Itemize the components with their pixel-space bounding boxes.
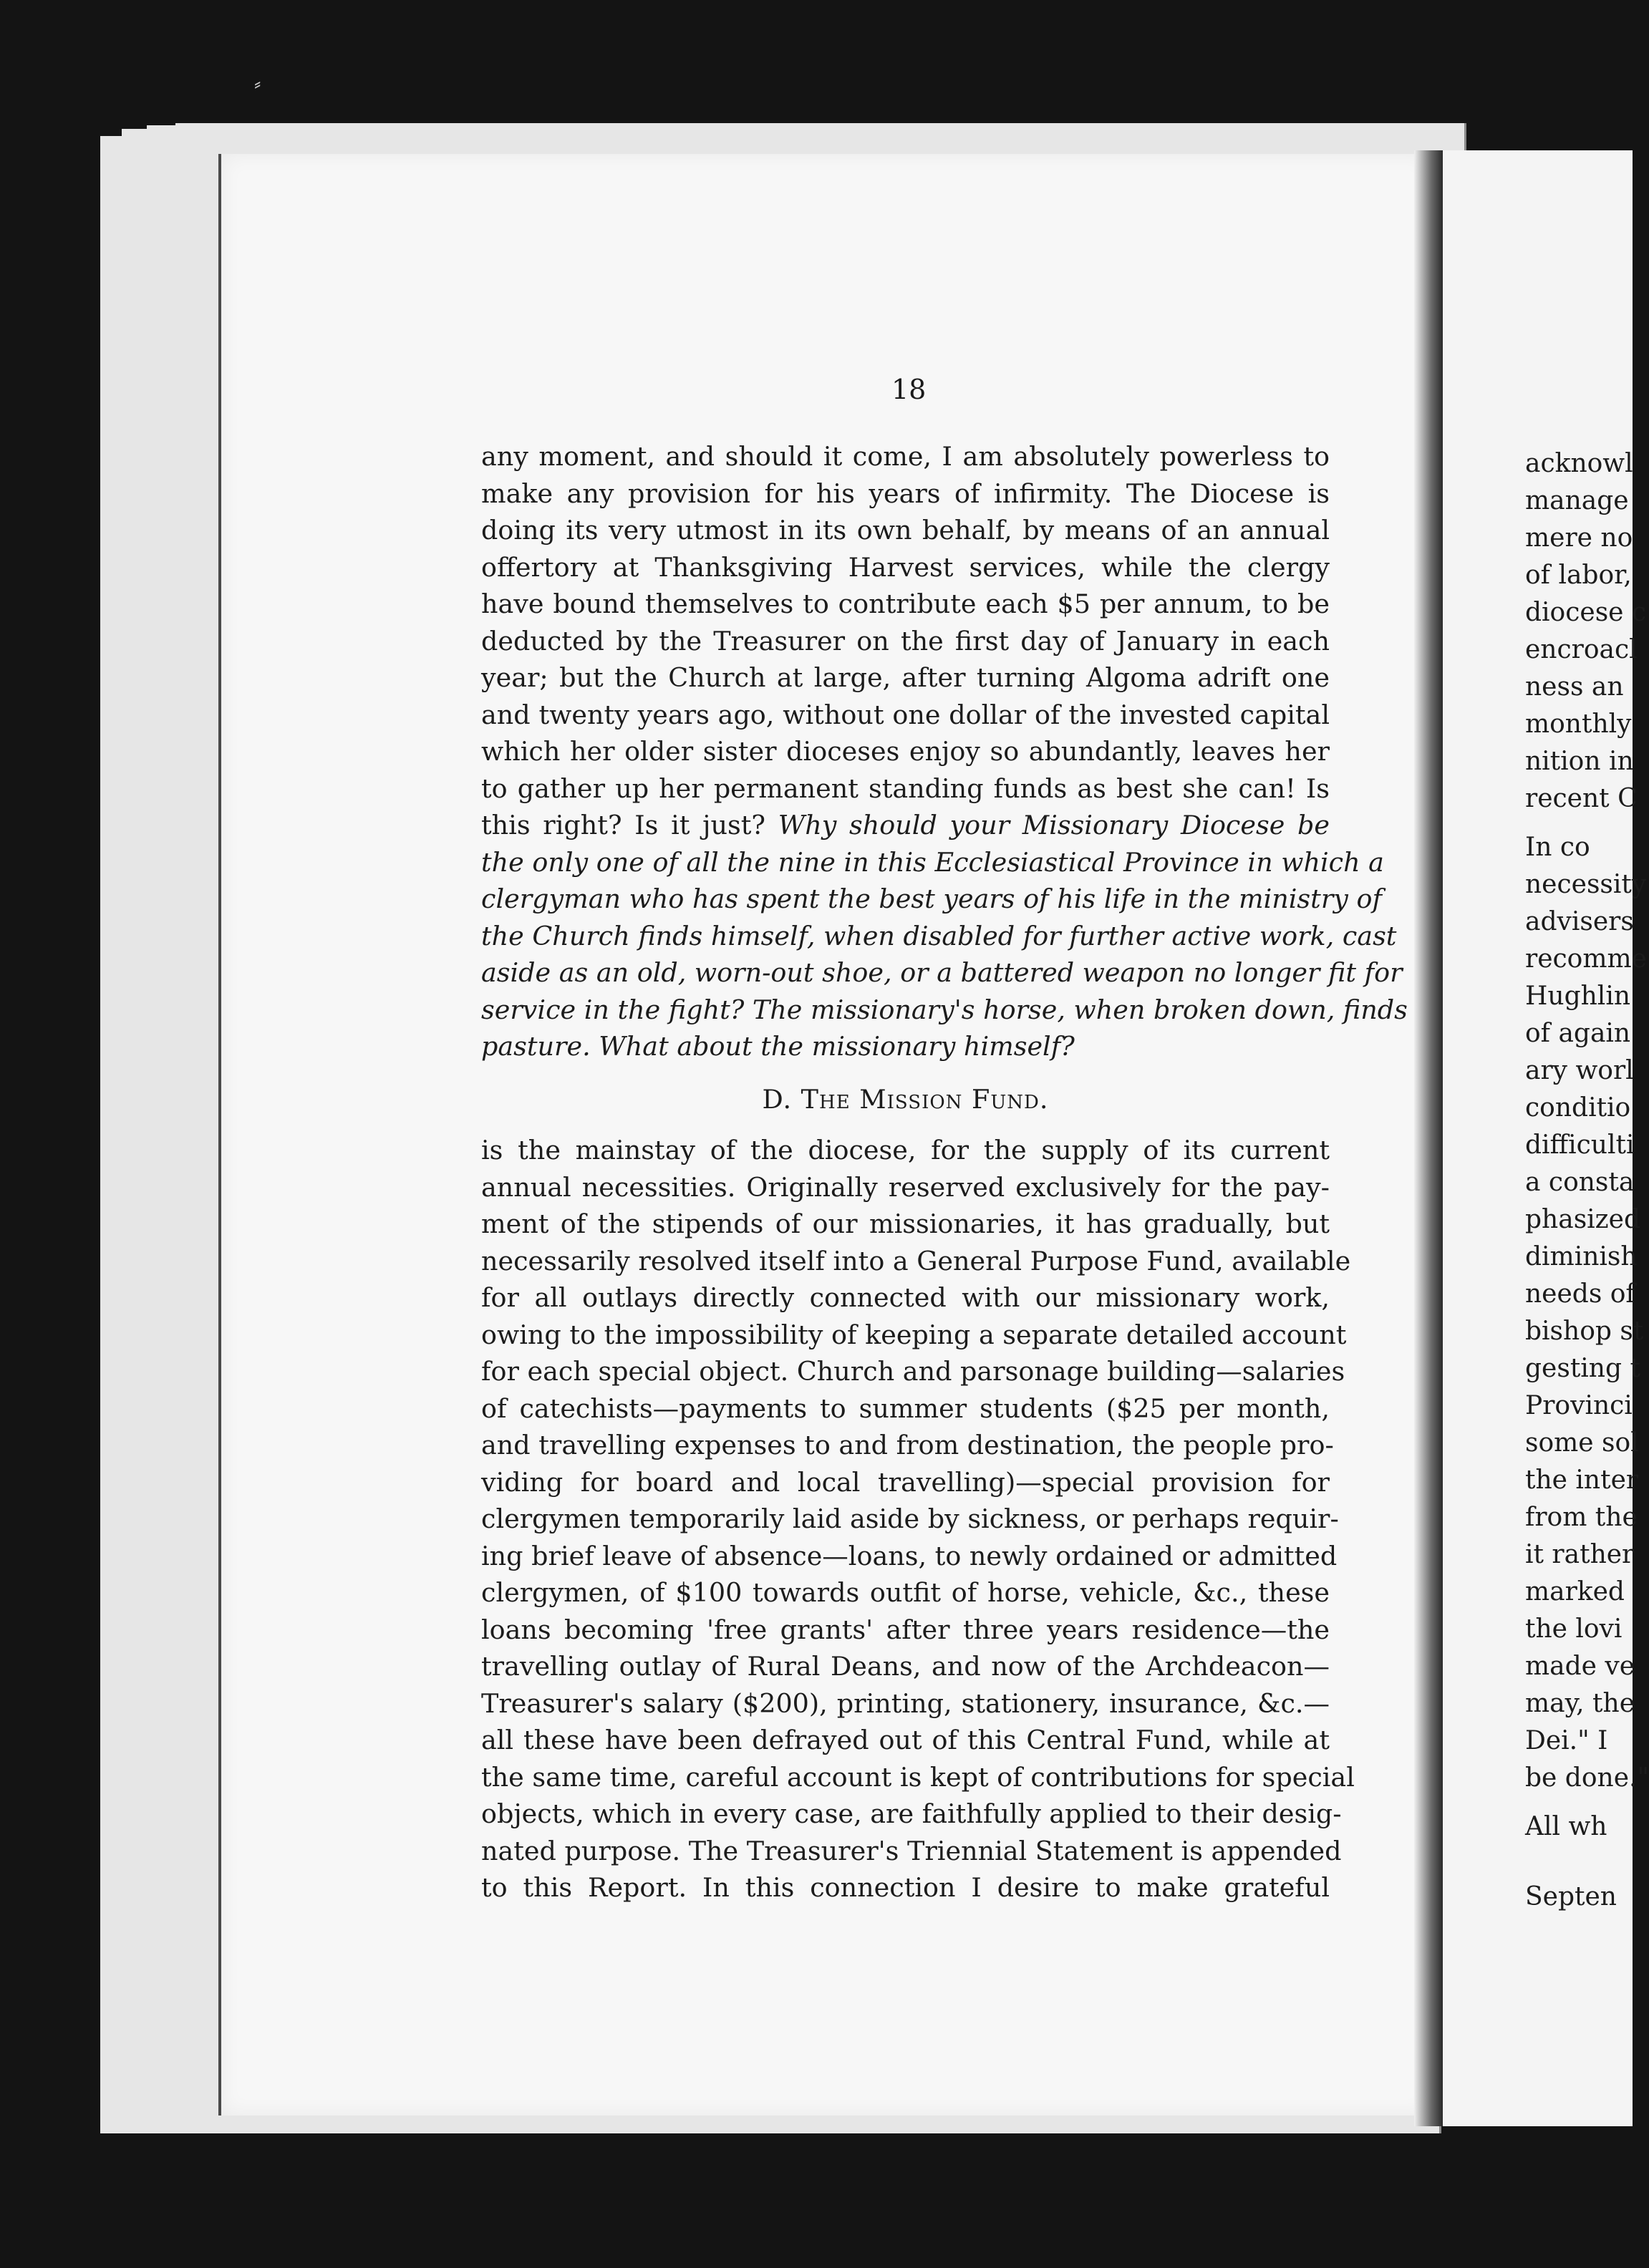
text-line: clergymen temporarily laid aside by sickness, or perhaps requir- [481,1503,1339,1534]
paragraph-infirmity [481,438,1330,807]
text-line: and travelling expenses to and from destination, the people pro- [481,1430,1334,1460]
text-line: year; but the Church at large, after turning Algoma adrift one [481,662,1330,693]
text-line [481,807,1330,844]
text-line: nated purpose. The Treasurer's Triennial Statement is appended [481,1835,1342,1866]
text-line: aside as an old, worn-out shoe, or a battered weapon no longer fit for [481,957,1403,988]
text-line: the Church finds himself, when disabled for further active work, cast [481,920,1397,951]
text-line: deducted by the Treasurer on the first day of January in each [481,625,1330,656]
text-run: this right? Is it just? [481,810,765,840]
facing-page-line: be done." [1525,1763,1649,1793]
facing-page-line: recomme [1525,944,1647,974]
text-line: ment of the stipends of our missionaries, it has gradually, but [481,1208,1330,1239]
facing-page-line: monthly [1525,709,1632,739]
text-line: ing brief leave of absence—loans, to newly ordained or admitted [481,1540,1338,1571]
facing-page-line: marked [1525,1577,1625,1606]
facing-page-line: recent C [1525,784,1638,813]
text-line: and twenty years ago, without one dollar of the invested capital [481,699,1330,730]
facing-page-line: acknowl [1525,449,1633,478]
text-line: any moment, and should it come, I am absolutely powerless to [481,441,1330,472]
facing-page-line: diocese c [1525,598,1647,627]
text-line: the only one of all the nine in this Ecclesiastical Province in which a [481,846,1384,878]
text-line: viding for board and local travelling)—special provision for [481,1466,1330,1498]
text-line: the same time, careful account is kept of contributions for special [481,1761,1355,1793]
facing-page-line: needs of [1525,1279,1635,1309]
facing-page-line: gesting t [1525,1354,1640,1383]
text-line: all these have been defrayed out of this Central Fund, while at [481,1725,1330,1755]
text-line: Treasurer's salary ($200), printing, stationery, insurance, &c.— [481,1687,1330,1719]
text-line: offertory at Thanksgiving Harvest services, while the clergy [481,551,1330,583]
facing-page-line: made ve [1525,1652,1635,1681]
body-text [481,438,1408,1906]
facing-page-line: bishop st [1525,1317,1644,1346]
facing-page-line: Provinci [1525,1391,1633,1420]
text-line: objects, which in every case, are faithfully applied to their desig- [481,1798,1342,1829]
facing-page-line: the lovi [1525,1614,1623,1644]
margin-mark: ⸗ [254,72,261,95]
text-line: pasture. What about the missionary himself? [481,1031,1075,1062]
facing-page-line: conditio [1525,1093,1631,1123]
facing-page-line: may, the [1525,1689,1635,1718]
facing-page-line: diminish [1525,1242,1638,1271]
facing-page-line: some sol [1525,1428,1639,1458]
facing-page-line: manage [1525,486,1629,515]
text-line: clergymen, of $100 towards outfit of horse, vehicle, &c., these [481,1577,1330,1608]
facing-page-line: In co [1525,833,1590,862]
facing-page-line: from the [1525,1503,1638,1532]
facing-page-line: Hughlin [1525,982,1631,1011]
book-gutter [1414,150,1443,2126]
facing-page-line: a consta [1525,1168,1635,1197]
paragraph-italic-appeal [481,844,1408,1065]
text-line: loans becoming 'free grants' after three years residence—the [481,1614,1330,1645]
text-line: travelling outlay of Rural Deans, and now of the Archdeacon— [481,1651,1330,1682]
section-heading: D. The Mission Fund. [762,1083,1049,1115]
text-line: to gather up her permanent standing funds as best she can! Is [481,772,1330,804]
facing-page-line: advisers [1525,907,1634,936]
facing-page-line: necessity [1525,870,1647,899]
facing-page-line: Dei." I [1525,1726,1608,1755]
facing-page-line: nition in [1525,747,1634,776]
facing-page-line: encroacl [1525,635,1638,664]
facing-page-line: All wh [1525,1812,1607,1841]
text-line: is the mainstay of the diocese, for the supply of its current [481,1135,1330,1166]
text-line: owing to the impossibility of keeping a separate detailed account [481,1319,1347,1350]
page-number: 18 [891,374,927,405]
facing-page-line: Septen [1525,1882,1617,1911]
facing-page-line: of labor, [1525,561,1632,590]
facing-page-line: ness an [1525,672,1624,702]
text-line: which her older sister dioceses enjoy so abundantly, leaves her [481,736,1330,767]
facing-page-line: the inter [1525,1465,1639,1495]
facing-page-line: mere no [1525,523,1633,553]
text-line: of catechists—payments to summer students ($25 per month, [481,1392,1330,1424]
italic-text-run: Why should your Missionary Diocese be [778,810,1330,840]
facing-page-line: difficulti [1525,1130,1635,1160]
text-line: make any provision for his years of infirmity. The Diocese is [481,478,1330,509]
facing-page-line: it rather [1525,1540,1635,1569]
facing-page-line: of again [1525,1019,1631,1048]
text-line: to this Report. In this connection I desire to make grateful [481,1872,1330,1903]
facing-page-line: ary worl [1525,1056,1634,1085]
text-line: for each special object. Church and parsonage building—salaries [481,1356,1345,1387]
text-line: necessarily resolved itself into a General Purpose Fund, available [481,1245,1351,1276]
text-line: service in the fight? The missionary's horse, when broken down, finds [481,994,1408,1025]
paragraph-mission-fund [481,1132,1355,1906]
text-line: doing its very utmost in its own behalf, by means of an annual [481,515,1330,546]
facing-page-line: phasized [1525,1205,1640,1234]
text-line: clergyman who has spent the best years of his life in the ministry of [481,883,1382,914]
text-line: annual necessities. Originally reserved exclusively for the pay- [481,1171,1330,1203]
text-line: for all outlays directly connected with our missionary work, [481,1282,1330,1313]
text-line: have bound themselves to contribute each $5 per annum, to be [481,588,1330,619]
